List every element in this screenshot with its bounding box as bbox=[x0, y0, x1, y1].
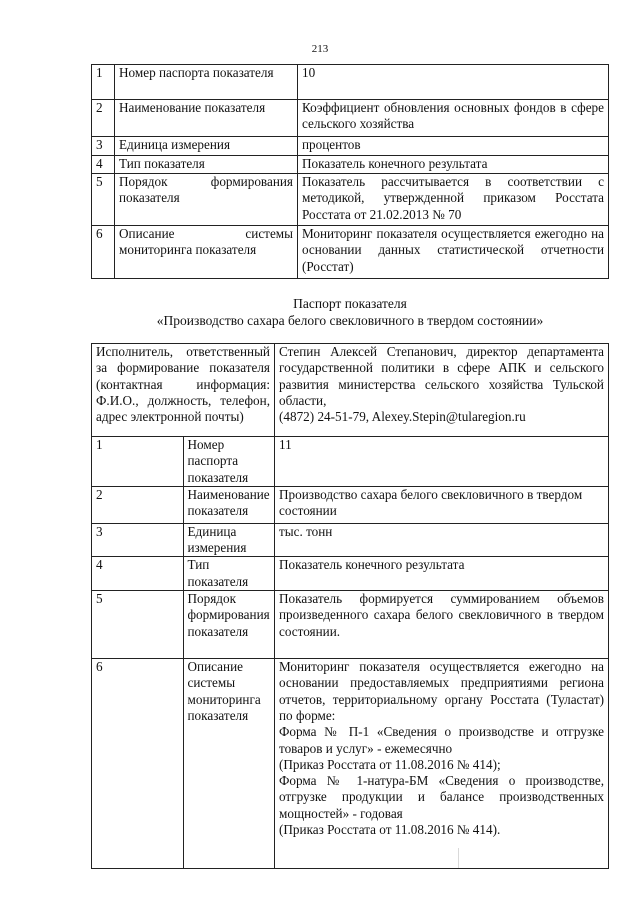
row-number: 3 bbox=[92, 137, 115, 156]
row-label: Тип показателя bbox=[183, 557, 275, 591]
page-number: 213 bbox=[311, 43, 329, 55]
table-row bbox=[92, 100, 609, 137]
table-row bbox=[92, 137, 609, 156]
row-number: 2 bbox=[92, 486, 184, 523]
row-label: Порядок формирования показателя bbox=[115, 174, 298, 226]
row-label: Единица измерения bbox=[183, 523, 275, 557]
row-value: Производство сахара белого свекловичного в твердом состоянии bbox=[275, 486, 609, 523]
executor-value bbox=[275, 344, 609, 437]
row-number: 1 bbox=[92, 65, 115, 100]
table-row bbox=[92, 226, 609, 279]
table-row bbox=[92, 174, 609, 226]
row-label: Номер паспорта показателя bbox=[115, 65, 298, 100]
executor-contact: (4872) 24-51-79, Alexey.Stepin@tularegion.ru bbox=[279, 409, 526, 425]
row-value: 10 bbox=[298, 65, 609, 100]
table-row bbox=[92, 486, 609, 523]
table-row-executor bbox=[92, 344, 609, 437]
row-number: 1 bbox=[92, 437, 184, 487]
row-label: Наименование показателя bbox=[115, 100, 298, 137]
section-title bbox=[0, 296, 640, 329]
passport-table-11 bbox=[91, 343, 609, 869]
row-value: Показатель конечного результата bbox=[275, 557, 609, 591]
row-number: 4 bbox=[92, 557, 184, 591]
row-number: 2 bbox=[92, 100, 115, 137]
row-value: Показатель формируется суммированием объемов произведенного сахара белого свекловичного в твердом состоянии. bbox=[275, 591, 609, 659]
row-label: Наименование показателя bbox=[183, 486, 275, 523]
row-number: 4 bbox=[92, 156, 115, 174]
executor-name: Степин Алексей Степанович, директор департамента государственной политики в сфере АПК и сельского развития министерства сельского хозяйства Тульской области, bbox=[279, 344, 604, 408]
form-p1-order: (Приказ Росстата от 11.08.2016 № 414); bbox=[279, 756, 501, 772]
form-p1: Форма № П-1 «Сведения о производстве и отгрузке товаров и услуг» - ежемесячно bbox=[279, 724, 604, 756]
monitoring-intro: Мониторинг показателя осуществляется ежегодно на основании предоставляемых предприятиями региона отчетов, территориальному органу Росстата (Туластат) по форме: bbox=[279, 659, 604, 723]
row-number: 3 bbox=[92, 523, 184, 557]
form-1-natura-bm-order: (Приказ Росстата от 11.08.2016 № 414). bbox=[279, 822, 501, 838]
row-number: 6 bbox=[92, 226, 115, 279]
row-number: 5 bbox=[92, 174, 115, 226]
row-label: Номер паспорта показателя bbox=[183, 437, 275, 487]
row-number: 5 bbox=[92, 591, 184, 659]
row-value bbox=[275, 659, 609, 869]
table-row bbox=[92, 557, 609, 591]
row-value: 11 bbox=[275, 437, 609, 487]
row-value: Показатель рассчитывается в соответствии с методикой, утвержденной приказом Росстата Росстата от 21.02.2013 № 70 bbox=[298, 174, 609, 226]
row-label: Описание системы мониторинга показателя bbox=[115, 226, 298, 279]
row-value: Показатель конечного результата bbox=[298, 156, 609, 174]
table-row bbox=[92, 591, 609, 659]
row-label: Единица измерения bbox=[115, 137, 298, 156]
row-label: Порядок формирования показателя bbox=[183, 591, 275, 659]
row-number: 6 bbox=[92, 659, 184, 869]
row-value: Мониторинг показателя осуществляется ежегодно на основании данных статистической отчетности (Росстат) bbox=[298, 226, 609, 279]
scan-mark bbox=[458, 848, 459, 868]
row-value: тыс. тонн bbox=[275, 523, 609, 557]
row-value: процентов bbox=[298, 137, 609, 156]
table-row bbox=[92, 156, 609, 174]
table-row bbox=[92, 523, 609, 557]
form-1-natura-bm: Форма № 1-натура-БМ «Сведения о производстве, отгрузке продукции и балансе производственных мощностей» - годовая bbox=[279, 773, 604, 821]
passport-table-10 bbox=[91, 64, 609, 279]
row-value: Коэффициент обновления основных фондов в сфере сельского хозяйства bbox=[298, 100, 609, 137]
row-label: Описание системы мониторинга показателя bbox=[183, 659, 275, 869]
table-row bbox=[92, 659, 609, 869]
section-title-line-1: Паспорт показателя bbox=[293, 296, 407, 311]
row-label: Тип показателя bbox=[115, 156, 298, 174]
table-row bbox=[92, 437, 609, 487]
section-title-line-2: «Производство сахара белого свекловичного в твердом состоянии» bbox=[156, 312, 544, 328]
executor-label: Исполнитель, ответственный за формирование показателя (контактная информация: Ф.И.О., должность, телефон, адрес электронной почты) bbox=[92, 344, 275, 437]
table-row bbox=[92, 65, 609, 100]
